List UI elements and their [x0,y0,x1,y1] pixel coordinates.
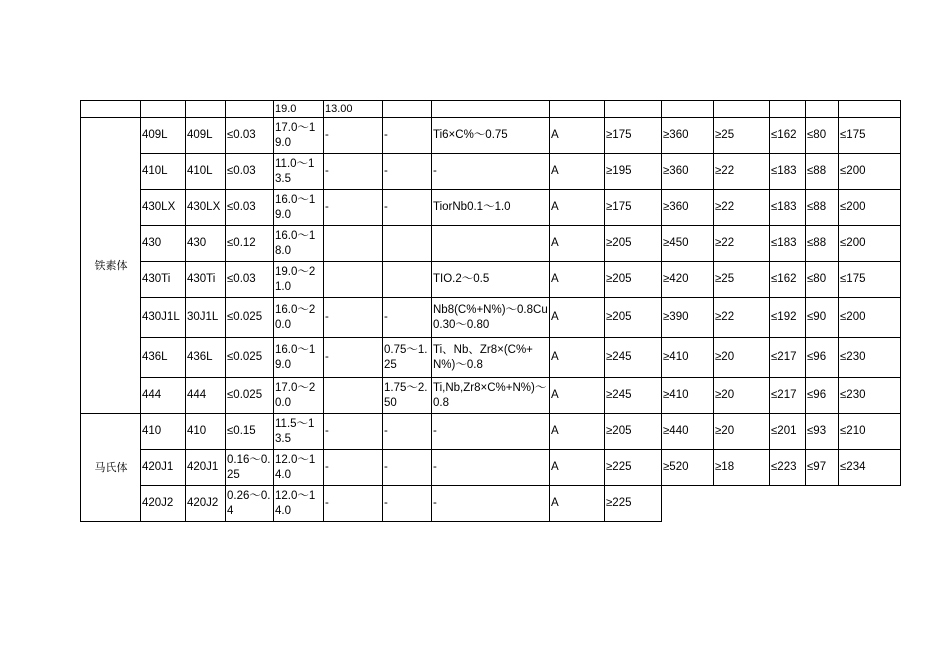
table-header-row [81,101,901,118]
group-label: 马氏体 [81,414,141,522]
cell-c1: 410L [141,154,186,190]
table-row [81,414,901,450]
cell-c7: - [432,486,550,522]
cell-c6: - [383,298,432,338]
cell-c5: - [324,486,383,522]
header-cell [226,101,274,118]
header-cell [806,101,839,118]
header-cell: 13.00 [324,101,383,118]
cell-c10: ≥410 [662,378,714,414]
table-row [81,338,901,378]
cell-c10: ≥360 [662,154,714,190]
cell-c13: ≤96 [806,378,839,414]
cell-c10: ≥440 [662,414,714,450]
cell-c12: ≤183 [770,190,806,226]
cell-c2: 430LX [186,190,226,226]
cell-c2: 409L [186,118,226,154]
cell-c8: A [550,486,605,522]
cell-c13 [806,486,839,522]
cell-c6: - [383,154,432,190]
cell-c3: 0.26～0.4 [226,486,274,522]
cell-c9: ≥205 [605,226,662,262]
cell-c1: 409L [141,118,186,154]
cell-c4: 16.0～18.0 [274,226,324,262]
cell-c2: 430 [186,226,226,262]
cell-c14: ≤200 [839,190,901,226]
cell-c7: - [432,414,550,450]
cell-c11: ≥20 [714,378,770,414]
cell-c14: ≤234 [839,450,901,486]
cell-c8: A [550,154,605,190]
cell-c8: A [550,378,605,414]
cell-c12: ≤201 [770,414,806,450]
cell-c6 [383,226,432,262]
cell-c3: ≤0.03 [226,262,274,298]
cell-c9: ≥205 [605,262,662,298]
cell-c7: Ti、Nb、Zr8×(C%+N%)～0.8 [432,338,550,378]
header-cell [770,101,806,118]
cell-c14: ≤230 [839,378,901,414]
cell-c7: - [432,154,550,190]
cell-c5: - [324,298,383,338]
cell-c11: ≥20 [714,414,770,450]
cell-c3: ≤0.12 [226,226,274,262]
cell-c7: Nb8(C%+N%)～0.8Cu0.30～0.80 [432,298,550,338]
cell-c3: ≤0.03 [226,118,274,154]
cell-c9: ≥175 [605,118,662,154]
cell-c10: ≥450 [662,226,714,262]
cell-c8: A [550,450,605,486]
cell-c5 [324,262,383,298]
cell-c3: ≤0.15 [226,414,274,450]
cell-c13: ≤90 [806,298,839,338]
cell-c1: 420J1 [141,450,186,486]
cell-c8: A [550,262,605,298]
table-row [81,378,901,414]
header-cell [383,101,432,118]
cell-c11: ≥25 [714,262,770,298]
cell-c13: ≤88 [806,154,839,190]
cell-c2: 410L [186,154,226,190]
cell-c14: ≤230 [839,338,901,378]
cell-c2: 30J1L [186,298,226,338]
cell-c10: ≥360 [662,190,714,226]
cell-c6 [383,262,432,298]
cell-c10: ≥520 [662,450,714,486]
cell-c14: ≤200 [839,154,901,190]
cell-c8: A [550,226,605,262]
cell-c9: ≥205 [605,298,662,338]
cell-c7: TIO.2～0.5 [432,262,550,298]
table-row [81,118,901,154]
cell-c4: 19.0～21.0 [274,262,324,298]
header-cell [186,101,226,118]
cell-c8: A [550,338,605,378]
cell-c9: ≥195 [605,154,662,190]
header-cell [662,101,714,118]
cell-c3: ≤0.025 [226,298,274,338]
cell-c3: ≤0.025 [226,378,274,414]
header-cell [432,101,550,118]
cell-c1: 430Ti [141,262,186,298]
group-label: 铁素体 [81,118,141,414]
cell-c14: ≤175 [839,262,901,298]
header-cell [81,101,141,118]
cell-c5 [324,226,383,262]
cell-c12: ≤183 [770,226,806,262]
cell-c4: 16.0～19.0 [274,190,324,226]
cell-c5: - [324,190,383,226]
cell-c8: A [550,298,605,338]
cell-c4: 12.0～14.0 [274,486,324,522]
cell-c14: ≤210 [839,414,901,450]
cell-c2: 430Ti [186,262,226,298]
cell-c4: 16.0～19.0 [274,338,324,378]
cell-c11: ≥22 [714,226,770,262]
cell-c10: ≥360 [662,118,714,154]
cell-c3: ≤0.03 [226,190,274,226]
cell-c9: ≥225 [605,486,662,522]
cell-c10: ≥410 [662,338,714,378]
cell-c4: 12.0～14.0 [274,450,324,486]
cell-c12: ≤217 [770,338,806,378]
cell-c5: - [324,154,383,190]
cell-c11: ≥20 [714,338,770,378]
cell-c9: ≥245 [605,378,662,414]
header-cell [605,101,662,118]
cell-c1: 430J1L [141,298,186,338]
cell-c14: ≤200 [839,226,901,262]
cell-c12: ≤223 [770,450,806,486]
header-cell: 19.0 [274,101,324,118]
cell-c2: 436L [186,338,226,378]
header-cell [839,101,901,118]
cell-c13: ≤88 [806,190,839,226]
cell-c4: 16.0～20.0 [274,298,324,338]
cell-c9: ≥175 [605,190,662,226]
cell-c6: 1.75～2.50 [383,378,432,414]
cell-c12 [770,486,806,522]
cell-c6: - [383,190,432,226]
cell-c10: ≥390 [662,298,714,338]
header-cell [550,101,605,118]
cell-c13: ≤93 [806,414,839,450]
cell-c12: ≤162 [770,262,806,298]
cell-c1: 436L [141,338,186,378]
cell-c13: ≤88 [806,226,839,262]
cell-c3: 0.16～0.25 [226,450,274,486]
cell-c9: ≥225 [605,450,662,486]
cell-c6: 0.75～1.25 [383,338,432,378]
header-cell [714,101,770,118]
cell-c13: ≤96 [806,338,839,378]
cell-c9: ≥245 [605,338,662,378]
cell-c11 [714,486,770,522]
cell-c11: ≥18 [714,450,770,486]
table-row [81,298,901,338]
cell-c8: A [550,190,605,226]
cell-c2: 420J1 [186,450,226,486]
cell-c13: ≤97 [806,450,839,486]
cell-c6: - [383,414,432,450]
cell-c14: ≤200 [839,298,901,338]
cell-c1: 430LX [141,190,186,226]
cell-c7: TiorNb0.1～1.0 [432,190,550,226]
cell-c5: - [324,450,383,486]
cell-c14: ≤175 [839,118,901,154]
cell-c5 [324,378,383,414]
cell-c1: 410 [141,414,186,450]
cell-c13: ≤80 [806,262,839,298]
cell-c7: Ti6×C%～0.75 [432,118,550,154]
cell-c12: ≤183 [770,154,806,190]
cell-c4: 11.5～13.5 [274,414,324,450]
cell-c1: 420J2 [141,486,186,522]
cell-c11: ≥22 [714,154,770,190]
cell-c2: 444 [186,378,226,414]
cell-c10 [662,486,714,522]
cell-c6: - [383,118,432,154]
cell-c6: - [383,486,432,522]
cell-c13: ≤80 [806,118,839,154]
cell-c7 [432,226,550,262]
cell-c4: 17.0～19.0 [274,118,324,154]
cell-c12: ≤162 [770,118,806,154]
cell-c11: ≥22 [714,298,770,338]
cell-c11: ≥22 [714,190,770,226]
cell-c8: A [550,414,605,450]
cell-c9: ≥205 [605,414,662,450]
table-row [81,226,901,262]
cell-c12: ≤192 [770,298,806,338]
cell-c4: 11.0～13.5 [274,154,324,190]
table-row [81,262,901,298]
cell-c5: - [324,338,383,378]
cell-c2: 410 [186,414,226,450]
cell-c14 [839,486,901,522]
cell-c5: - [324,118,383,154]
cell-c1: 430 [141,226,186,262]
table-row [81,190,901,226]
steel-properties-table [80,100,901,522]
cell-c11: ≥25 [714,118,770,154]
cell-c2: 420J2 [186,486,226,522]
cell-c7: - [432,450,550,486]
cell-c12: ≤217 [770,378,806,414]
cell-c10: ≥420 [662,262,714,298]
header-cell [141,101,186,118]
cell-c4: 17.0～20.0 [274,378,324,414]
cell-c3: ≤0.03 [226,154,274,190]
cell-c8: A [550,118,605,154]
table-row [81,486,901,522]
cell-c3: ≤0.025 [226,338,274,378]
cell-c5: - [324,414,383,450]
cell-c1: 444 [141,378,186,414]
table-row [81,450,901,486]
cell-c6: - [383,450,432,486]
cell-c7: Ti,Nb,Zr8×C%+N%)～0.8 [432,378,550,414]
table-row [81,154,901,190]
